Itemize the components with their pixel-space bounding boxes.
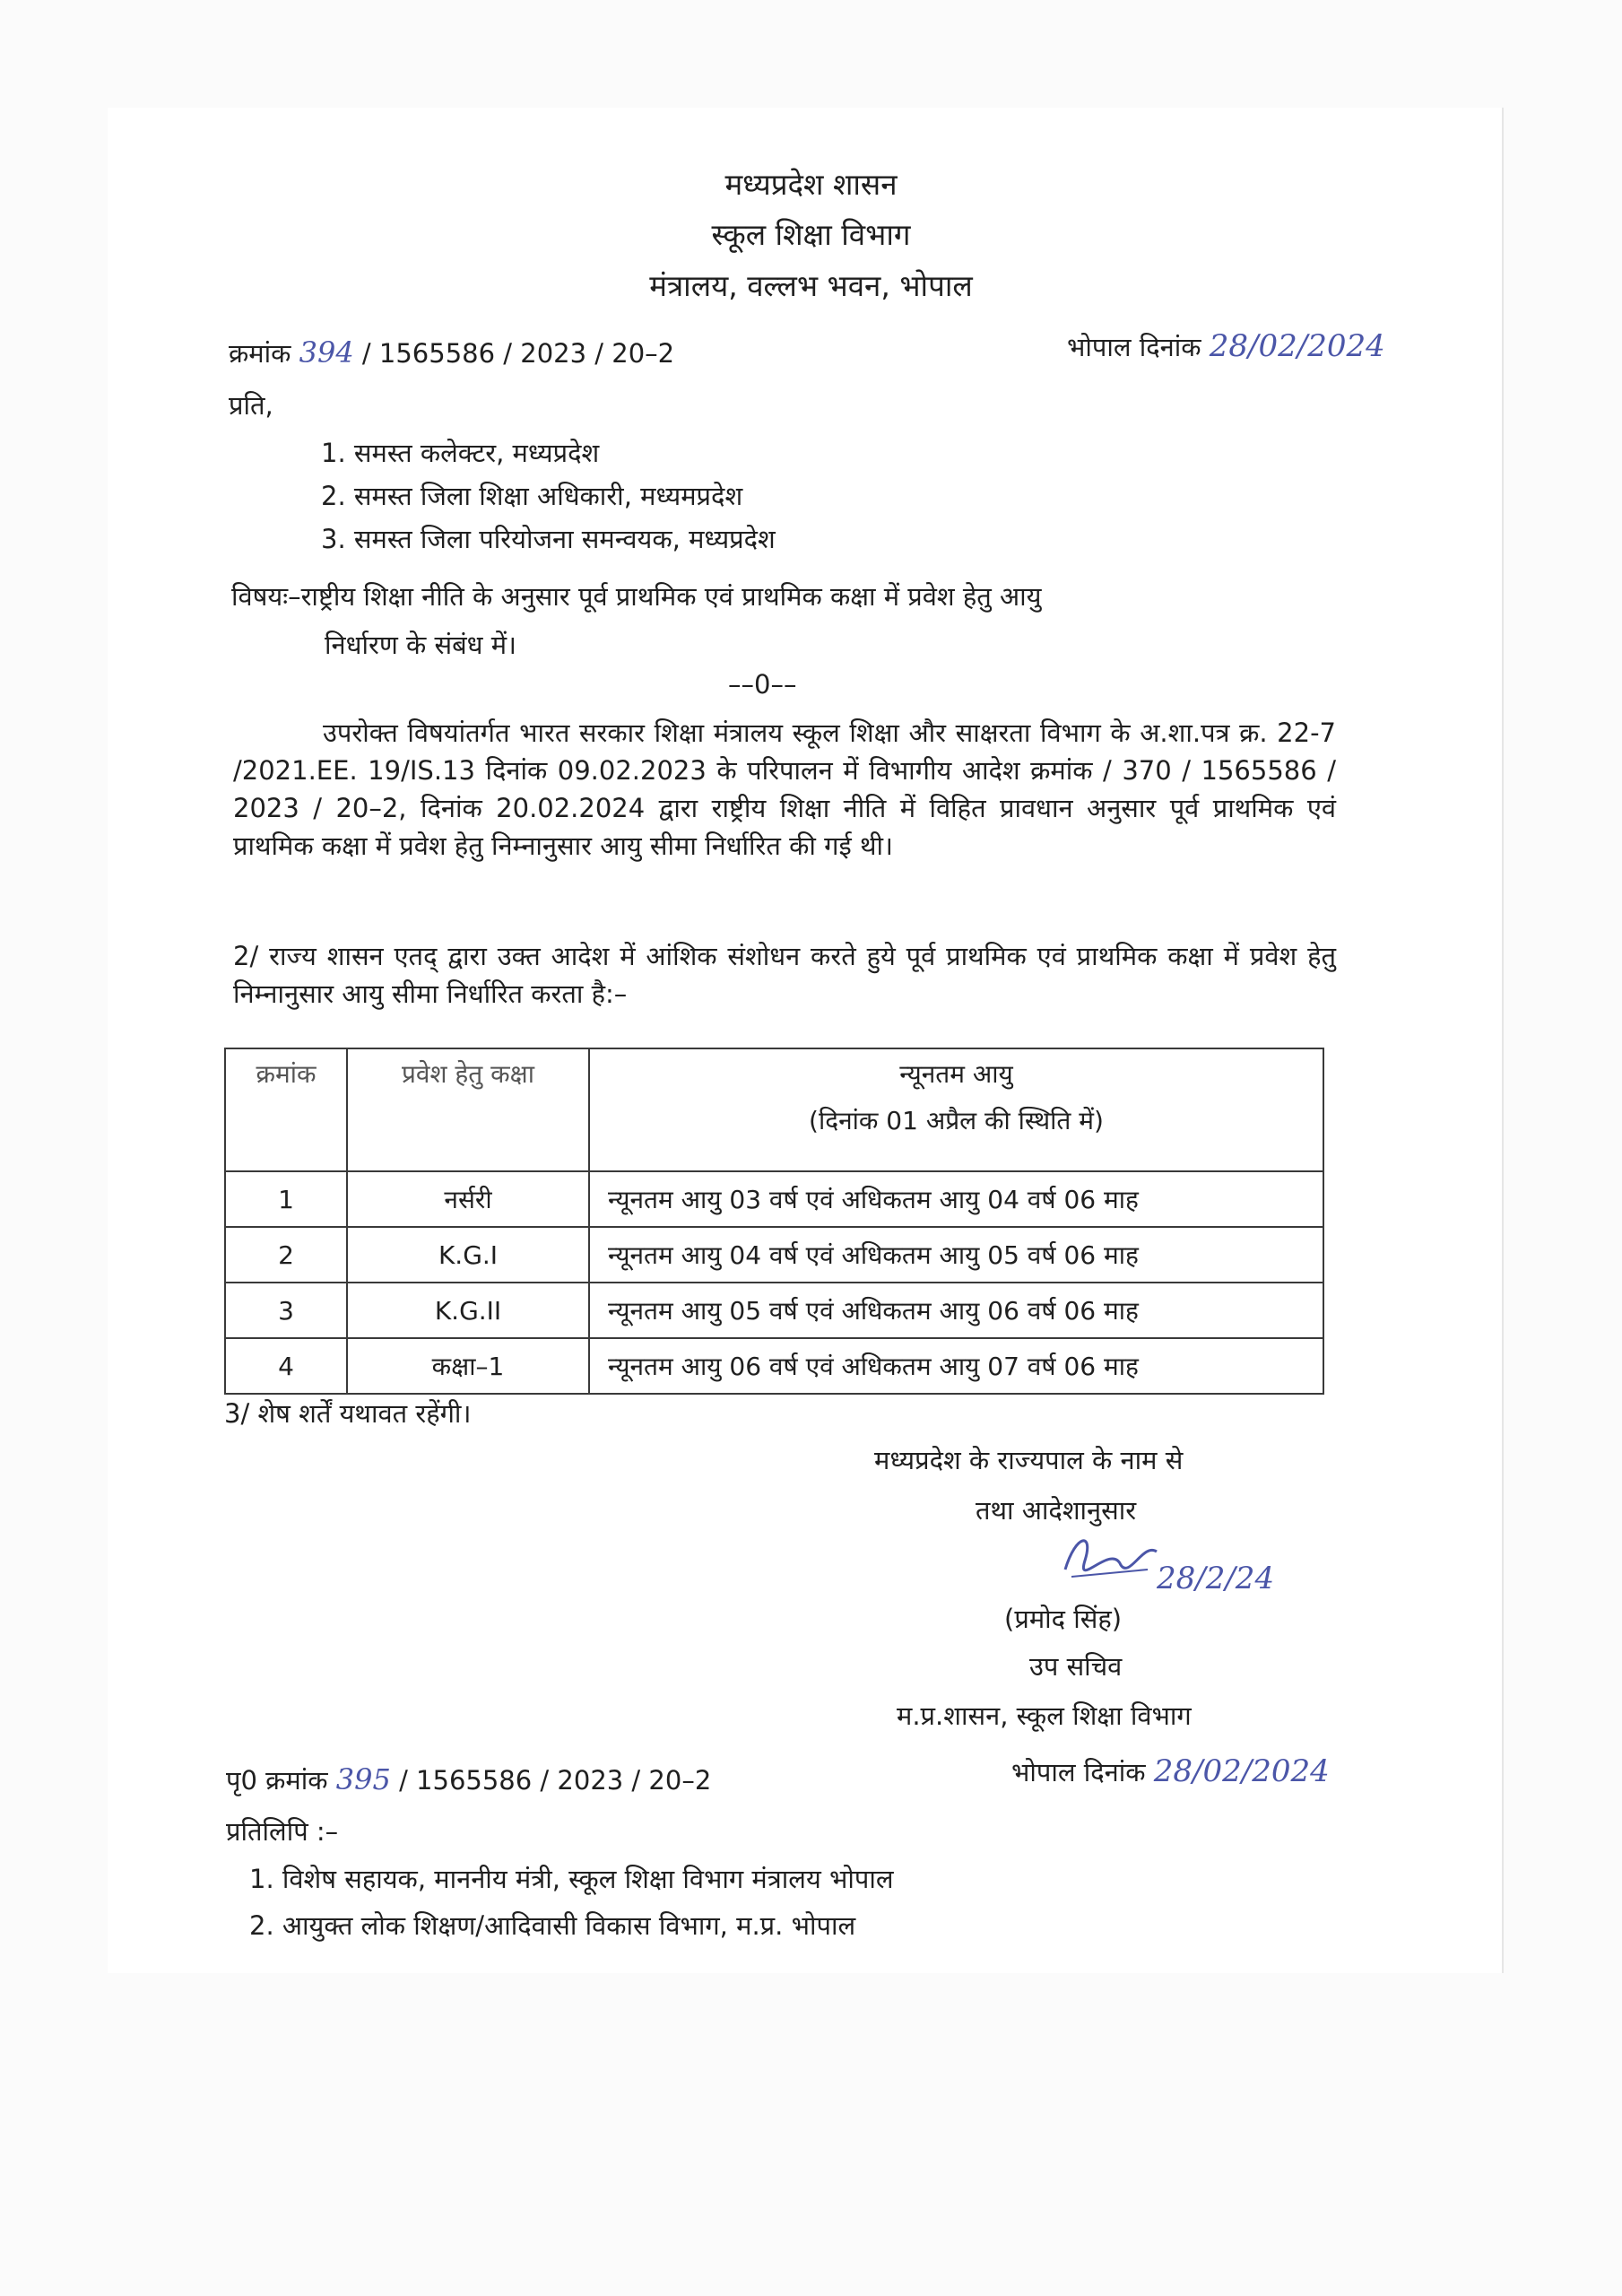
header-min-age-note: (दिनांक 01 अप्रैल की स्थिति में) <box>809 1106 1104 1135</box>
endorsement-suffix: / 1565586 / 2023 / 20–2 <box>399 1765 712 1796</box>
reference-handwritten-number: 394 <box>299 335 354 370</box>
header-serial: क्रमांक <box>225 1048 347 1171</box>
cell-age-rule: न्यूनतम आयु 06 वर्ष एवं अधिकतम आयु 07 वर्ष 06 माह <box>589 1338 1323 1394</box>
table-row <box>225 1283 1323 1338</box>
signature-authority-line: मध्यप्रदेश के राज्यपाल के नाम से <box>874 1445 1184 1475</box>
table-row <box>225 1227 1323 1283</box>
cell-age-rule: न्यूनतम आयु 03 वर्ष एवं अधिकतम आयु 04 वर्ष 06 माह <box>589 1171 1323 1227</box>
cell-class: कक्षा–1 <box>347 1338 589 1394</box>
cell-age-rule: न्यूनतम आयु 04 वर्ष एवं अधिकतम आयु 05 वर्ष 06 माह <box>589 1227 1323 1283</box>
reference-date <box>1067 328 1385 364</box>
signature-scribble <box>1058 1525 1166 1587</box>
copy-to-label: प्रतिलिपि :– <box>226 1816 339 1847</box>
endorsement-handwritten-date: 28/02/2024 <box>1153 1753 1330 1789</box>
cell-serial: 2 <box>225 1227 347 1283</box>
signatory-designation: उप सचिव <box>1029 1651 1123 1682</box>
cell-serial: 1 <box>225 1171 347 1227</box>
subject-line-continued: निर्धारण के संबंध में। <box>325 630 517 660</box>
signature-order-line: तथा आदेशानुसार <box>976 1495 1137 1526</box>
cell-class: नर्सरी <box>347 1171 589 1227</box>
reference-prefix: क्रमांक <box>229 338 291 369</box>
header-class: प्रवेश हेतु कक्षा <box>347 1048 589 1171</box>
header-min-age-title: न्यूनतम आयु <box>899 1059 1013 1089</box>
header-government: मध्यप्रदेश शासन <box>724 167 898 202</box>
recipient-item: 2. समस्त जिला शिक्षा अधिकारी, मध्यमप्रदेश <box>321 481 743 511</box>
cell-age-rule: न्यूनतम आयु 05 वर्ष एवं अधिकतम आयु 06 वर्ष 06 माह <box>589 1283 1323 1338</box>
endorsement-number <box>226 1762 711 1797</box>
remaining-conditions-note: 3/ शेष शर्तें यथावत रहेंगी। <box>224 1398 472 1429</box>
body-paragraph-1: उपरोक्त विषयांतर्गत भारत सरकार शिक्षा मंत्रालय स्कूल शिक्षा और साक्षरता विभाग के अ.शा.पत्र क्र. 22-7 /2021.EE. 19/IS.13 दिनांक 09.02.2023 के परिपालन में विभागीय आदेश क्रमांक / 370 / 1565586 / 2023 / 20–2, दिनांक 20.02.2024 द्वारा राष्ट्रीय शिक्षा नीति में विहित प्रावधान अनुसार पूर्व प्राथमिक एवं प्राथमिक कक्षा में प्रवेश हेतु निम्नानुसार आयु सीमा निर्धारित की गई थी। <box>233 718 1336 861</box>
header-min-age <box>589 1048 1323 1171</box>
endorsement-prefix: पृ0 क्रमांक <box>226 1765 328 1796</box>
subject-line: विषयः–राष्ट्रीय शिक्षा नीति के अनुसार पूर्व प्राथमिक एवं प्राथमिक कक्षा में प्रवेश हेतु आयु <box>231 581 1042 612</box>
cell-serial: 4 <box>225 1338 347 1394</box>
reference-date-label: भोपाल दिनांक <box>1067 332 1201 362</box>
endorsement-date <box>1011 1753 1330 1789</box>
copy-item: 2. आयुक्त लोक शिक्षण/आदिवासी विकास विभाग, म.प्र. भोपाल <box>249 1910 856 1941</box>
recipient-item: 3. समस्त जिला परियोजना समन्वयक, मध्यप्रदेश <box>321 524 776 554</box>
reference-suffix: / 1565586 / 2023 / 20–2 <box>361 338 675 369</box>
copy-item: 1. विशेष सहायक, माननीय मंत्री, स्कूल शिक्षा विभाग मंत्रालय भोपाल <box>249 1864 894 1894</box>
section-divider: ––0–– <box>728 669 797 700</box>
reference-number <box>229 335 674 370</box>
header-address: मंत्रालय, वल्लभ भवन, भोपाल <box>649 268 973 303</box>
signature-handwritten-date: 28/2/24 <box>1157 1561 1275 1596</box>
recipient-item: 1. समस्त कलेक्टर, मध्यप्रदेश <box>321 438 600 468</box>
signatory-department: म.प्र.शासन, स्कूल शिक्षा विभाग <box>897 1700 1192 1731</box>
table-header-row <box>225 1048 1323 1171</box>
table-row <box>225 1171 1323 1227</box>
to-label: प्रति, <box>229 390 273 421</box>
document-page <box>108 108 1504 1973</box>
body-paragraph-2: 2/ राज्य शासन एतद् द्वारा उक्त आदेश में आंशिक संशोधन करते हुये पूर्व प्राथमिक एवं प्राथमिक कक्षा में प्रवेश हेतु निम्नानुसार आयु सीमा निर्धारित करता है:– <box>233 941 1336 1009</box>
cell-class: K.G.II <box>347 1283 589 1338</box>
endorsement-date-label: भोपाल दिनांक <box>1011 1757 1146 1787</box>
signatory-name: (प्रमोद सिंह) <box>1004 1604 1123 1634</box>
age-limit-table <box>224 1048 1324 1395</box>
cell-serial: 3 <box>225 1283 347 1338</box>
table-row <box>225 1338 1323 1394</box>
endorsement-handwritten-number: 395 <box>335 1762 391 1796</box>
cell-class: K.G.I <box>347 1227 589 1283</box>
header-department: स्कूल शिक्षा विभाग <box>711 217 911 252</box>
reference-handwritten-date: 28/02/2024 <box>1209 328 1385 364</box>
